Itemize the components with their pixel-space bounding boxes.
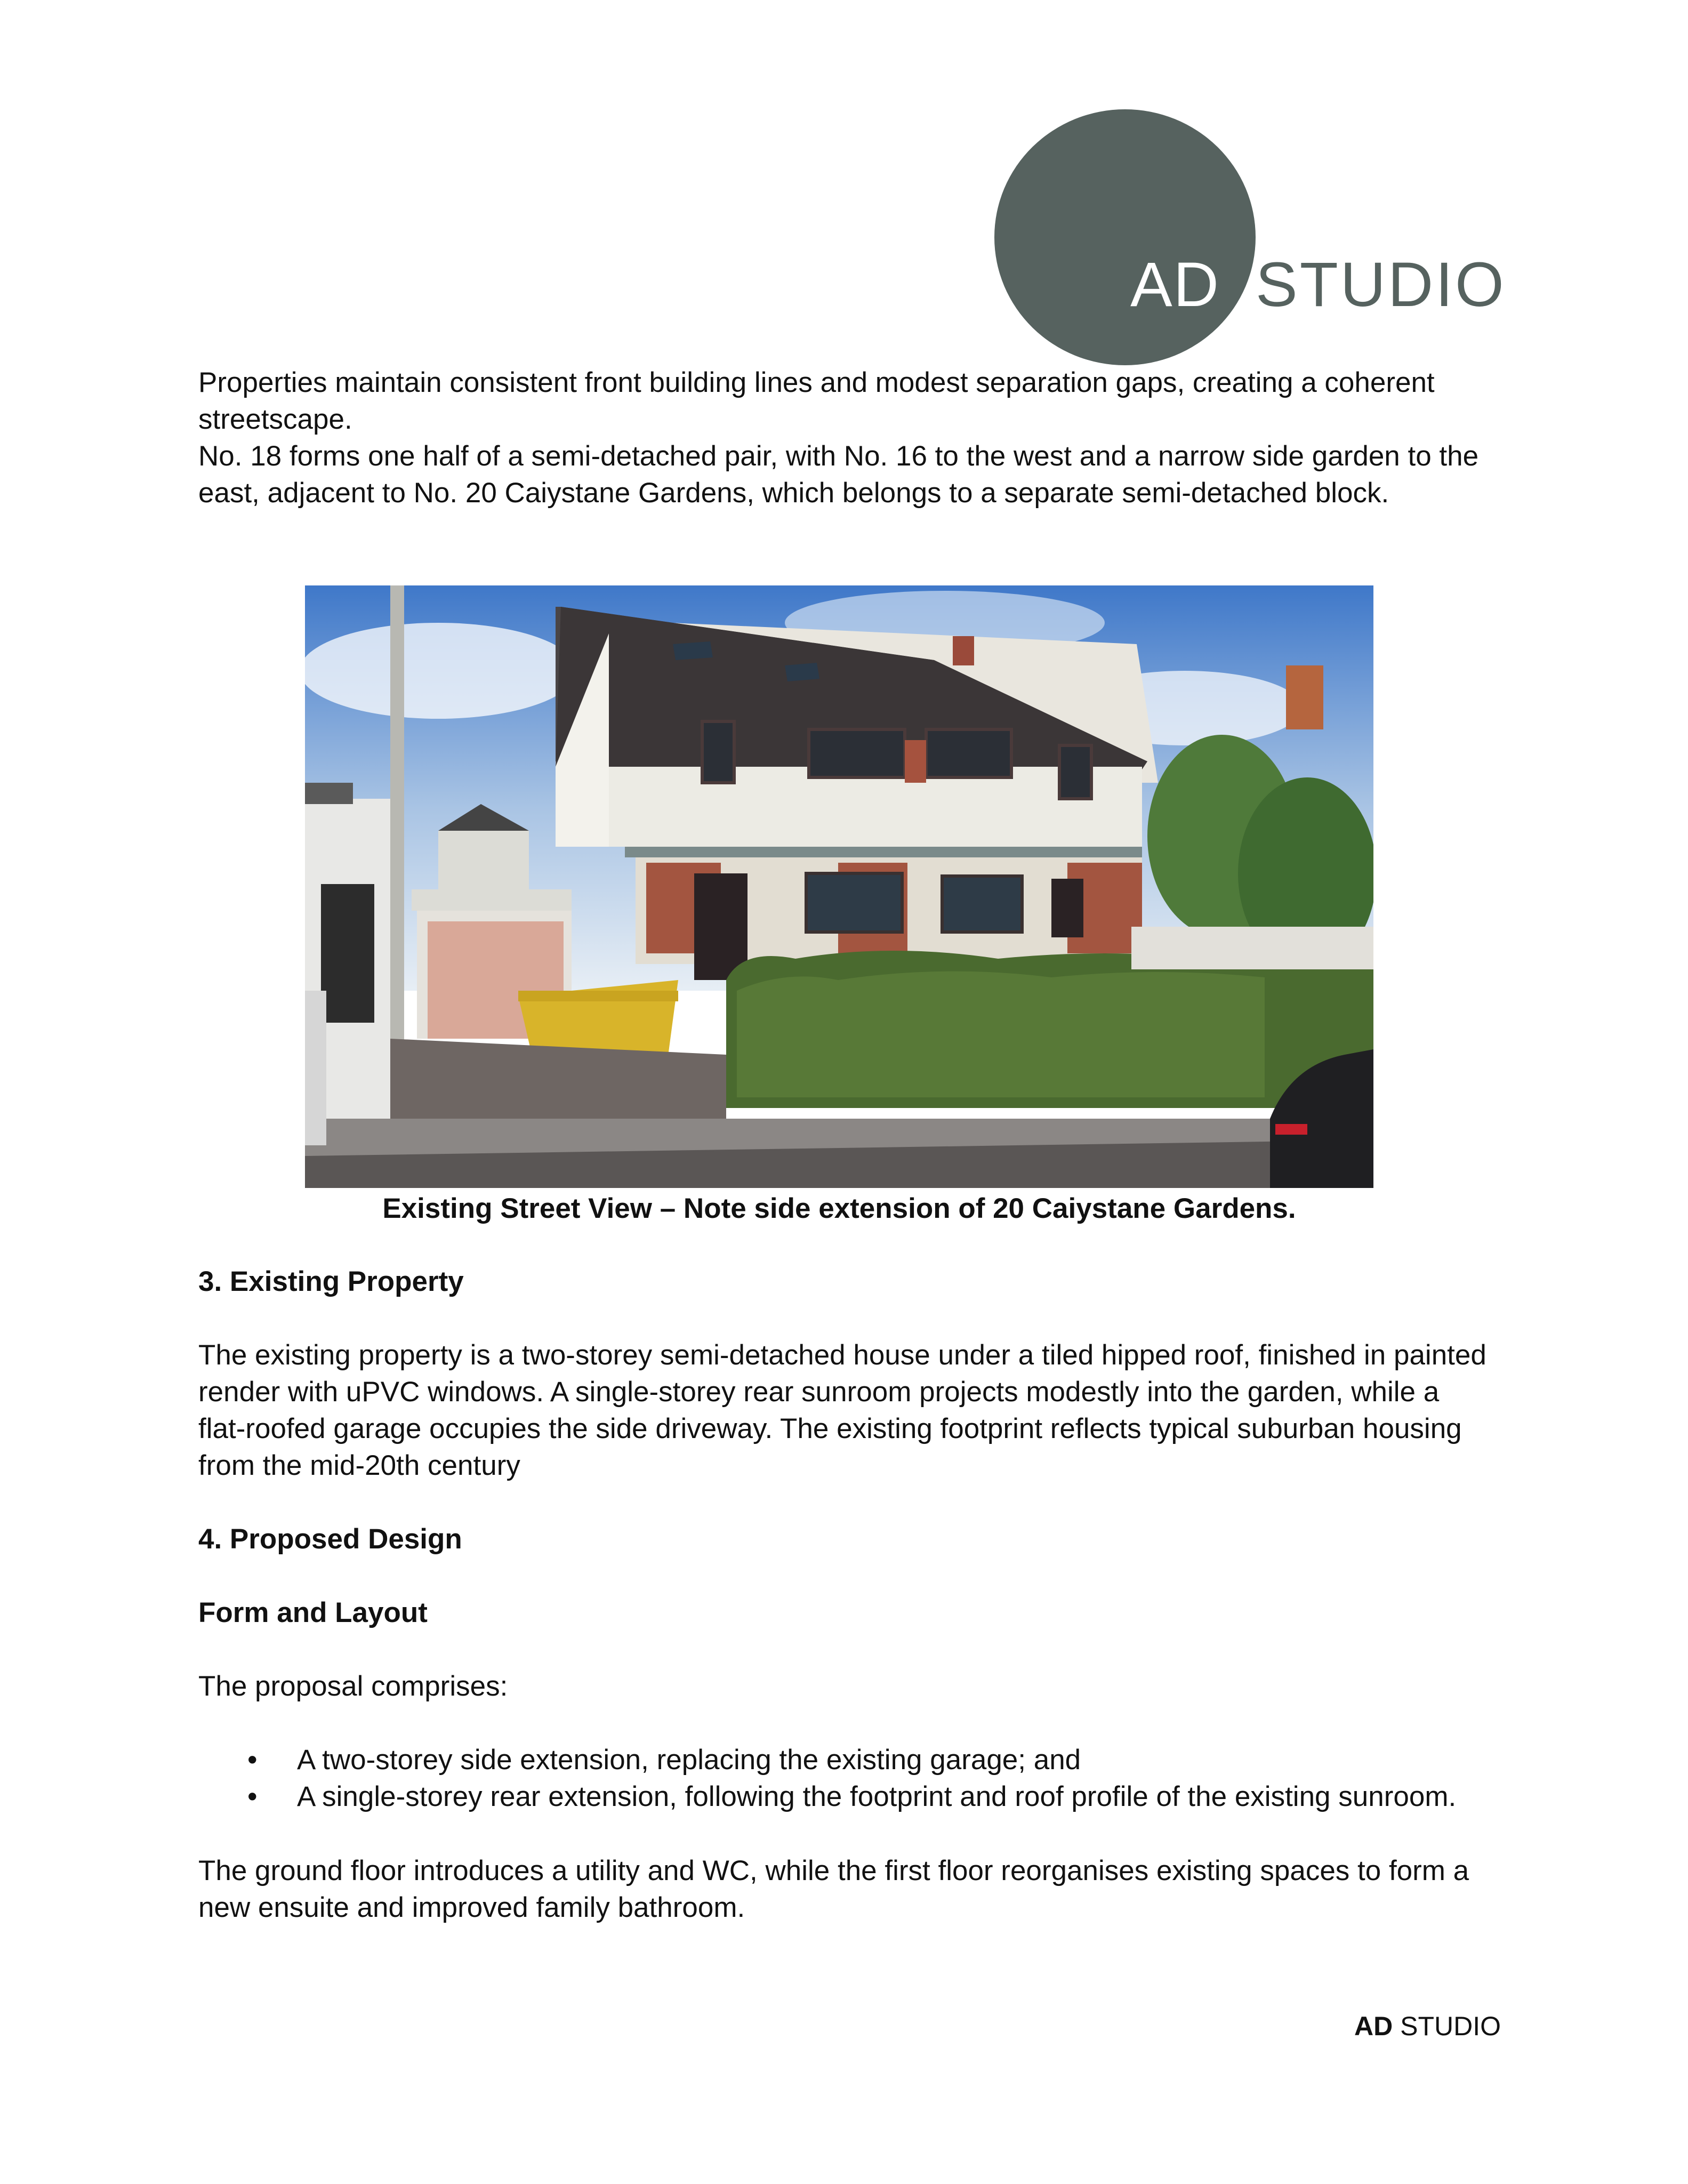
section-4-closing-wrap	[198, 1852, 1489, 1926]
section-4-lead-wrap	[198, 1668, 1489, 1705]
page-footer	[1354, 2010, 1501, 2042]
bullet-text: A single-storey rear extension, following the footprint and roof profile of the existing sunroom.	[297, 1781, 1457, 1812]
list-item	[198, 1778, 1489, 1815]
section-4-lead: The proposal comprises:	[198, 1671, 508, 1702]
section-4-subheading: Form and Layout	[198, 1597, 428, 1628]
section-4	[198, 1521, 1489, 1557]
bullet-icon: •	[247, 1744, 258, 1776]
section-3-body-wrap	[198, 1337, 1489, 1484]
intro-paragraph-2: No. 18 forms one half of a semi-detached pair, with No. 16 to the west and a narrow side garden to the east, adjacent to No. 20 Caiystane Gardens, which belongs to a separate semi-detached block.	[198, 440, 1479, 509]
street-view-photo	[305, 585, 1373, 1188]
section-3	[198, 1263, 1489, 1300]
logo-studio-text: STUDIO	[1256, 250, 1506, 320]
section-4-closing: The ground floor introduces a utility and WC, while the first floor reorganises existing spaces to form a new ensuite and improved family bathroom.	[198, 1855, 1469, 1923]
section-4-bullets	[198, 1741, 1489, 1815]
bullet-icon: •	[247, 1781, 258, 1812]
footer-studio-text: STUDIO	[1400, 2011, 1501, 2041]
photo-caption: Existing Street View – Note side extension of 20 Caiystane Gardens.	[382, 1193, 1296, 1224]
footer-ad-text: AD	[1354, 2011, 1393, 2041]
section-4-heading: 4. Proposed Design	[198, 1523, 462, 1555]
ad-studio-logo	[994, 109, 1506, 365]
intro-paragraph-1: Properties maintain consistent front building lines and modest separation gaps, creating a coherent streetscape.	[198, 367, 1435, 435]
logo-circle	[994, 109, 1256, 365]
logo-ad-text: AD	[1130, 250, 1220, 320]
intro-section	[198, 364, 1489, 511]
list-item	[198, 1741, 1489, 1778]
section-3-body: The existing property is a two-storey semi-detached house under a tiled hipped roof, finished in painted render with uPVC windows. A single-storey rear sunroom projects modestly into the garden, while a flat-roofed garage occupies the side driveway. The existing footprint reflects typical suburban housing from the mid-20th century	[198, 1339, 1486, 1481]
bullet-text: A two-storey side extension, replacing the existing garage; and	[297, 1744, 1081, 1776]
section-4-subheading-wrap	[198, 1594, 1489, 1631]
section-3-heading: 3. Existing Property	[198, 1266, 464, 1297]
